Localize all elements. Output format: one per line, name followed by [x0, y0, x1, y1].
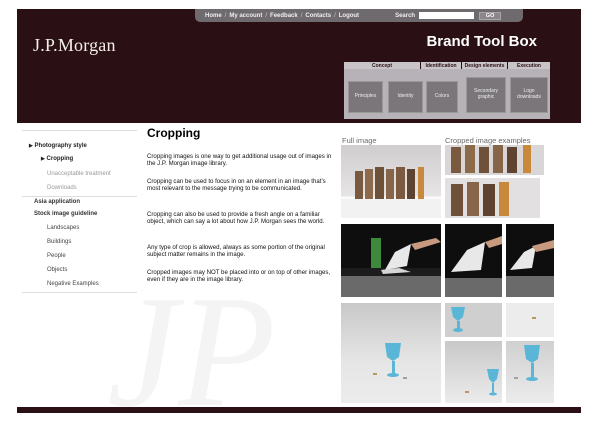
paragraph: Cropping can also be used to provide a fresh angle on a familiar object, which can say a lot about how J.P. Morgan sees the world.	[147, 211, 325, 225]
search-label: Search	[395, 12, 416, 19]
tile-principles[interactable]: Principles	[348, 81, 383, 113]
divider	[22, 130, 137, 131]
cropped-image-glass-2	[506, 303, 554, 337]
cropped-image-glass-4	[506, 341, 554, 403]
tile-logo-downloads[interactable]: Logo downloads	[510, 77, 548, 113]
sidebar-item-photography-style[interactable]	[29, 143, 87, 149]
full-image-wood-figures	[341, 145, 441, 218]
glass-crop-illustration	[506, 303, 554, 337]
divider	[22, 196, 137, 197]
full-image-heading: Full image	[342, 136, 377, 145]
tile-identity[interactable]: Identity	[388, 81, 423, 113]
nav-contacts-link[interactable]: Contacts	[305, 12, 332, 19]
cropped-examples-heading: Cropped image examples	[445, 136, 531, 145]
paragraph: Cropped images may NOT be placed into or on top of other images, even if they are in the image library.	[147, 269, 331, 283]
cropped-image-glass-3	[445, 341, 502, 403]
nav-logout-link[interactable]: Logout	[338, 12, 360, 19]
book-crop-illustration	[445, 224, 502, 297]
sidebar-item-label: Cropping	[46, 156, 74, 162]
page-frame	[17, 9, 581, 413]
jpmorgan-logo[interactable]: J.P.Morgan	[33, 35, 116, 55]
nav-separator: /	[334, 12, 336, 19]
cropped-image-book-left	[445, 224, 502, 297]
search-input[interactable]	[419, 12, 474, 19]
sidebar-item-stock-image-guideline[interactable]: Stock image guideline	[34, 211, 98, 217]
sidebar-item-buildings[interactable]: Buildings	[47, 239, 72, 245]
section-heading: Cropping	[147, 126, 201, 140]
nav-separator: /	[265, 12, 268, 19]
section-design-elements[interactable]: Design elements	[462, 62, 507, 69]
section-identification[interactable]: Identification	[421, 62, 461, 69]
footer-bar	[17, 407, 581, 413]
nav-feedback-link[interactable]: Feedback	[270, 12, 298, 19]
divider	[22, 292, 137, 293]
nav-home-link[interactable]: Home	[205, 12, 222, 19]
wood-crop-illustration	[445, 178, 540, 218]
glass-crop-illustration	[445, 341, 502, 403]
sidebar-item-objects[interactable]: Objects	[47, 267, 68, 273]
sidebar-item-unacceptable-treatment[interactable]: Unacceptable treatment	[47, 171, 111, 177]
cropped-image-book-right	[506, 224, 554, 297]
cropped-image-wood-top	[445, 145, 544, 175]
cropped-image-glass-1	[445, 303, 502, 337]
triangle-right-icon: ▶	[41, 156, 45, 162]
section-concept[interactable]: Concept	[344, 62, 420, 69]
sidebar-item-negative-examples[interactable]: Negative Examples	[47, 281, 99, 287]
full-image-blue-glass	[341, 303, 441, 403]
cropped-image-wood-bottom	[445, 178, 540, 218]
search-go-button[interactable]: GO	[479, 12, 501, 20]
glass-crop-illustration	[506, 341, 554, 403]
paragraph: Cropping images is one way to get additional usage out of images in the J.P. Morgan image library.	[147, 153, 332, 167]
sidebar-item-downloads[interactable]: Downloads	[47, 185, 77, 191]
paragraph: Any type of crop is allowed, always as some portion of the original subject matter remains in the image.	[147, 244, 325, 258]
glass-crop-illustration	[445, 303, 502, 337]
sidebar-item-asia-application[interactable]: Asia application	[34, 199, 81, 205]
full-image-book-hand	[341, 224, 441, 297]
blue-glass-illustration	[341, 303, 441, 403]
nav-separator: /	[300, 12, 303, 19]
nav-my-account-link[interactable]: My account	[229, 12, 263, 19]
section-execution[interactable]: Execution	[508, 62, 550, 69]
sidebar-item-cropping[interactable]	[41, 156, 73, 162]
page-title: Brand Tool Box	[426, 33, 537, 50]
sidebar-item-landscapes[interactable]: Landscapes	[47, 225, 80, 231]
book-crop-illustration	[506, 224, 554, 297]
tile-secondary-graphic[interactable]: Secondary graphic	[466, 77, 506, 113]
tile-colors[interactable]: Colors	[426, 81, 458, 113]
paragraph: Cropping can be used to focus in on an element in an image that's most relevant to the message trying to be communicated.	[147, 178, 326, 192]
wood-figures-illustration	[341, 145, 441, 218]
top-navigation	[195, 9, 523, 22]
triangle-right-icon: ▶	[29, 143, 33, 149]
sidebar-item-people[interactable]: People	[47, 253, 66, 259]
wood-crop-illustration	[445, 145, 544, 175]
sidebar-item-label: Photography style	[34, 143, 87, 149]
nav-separator: /	[224, 12, 227, 19]
book-hand-illustration	[341, 224, 441, 297]
header	[17, 9, 581, 123]
